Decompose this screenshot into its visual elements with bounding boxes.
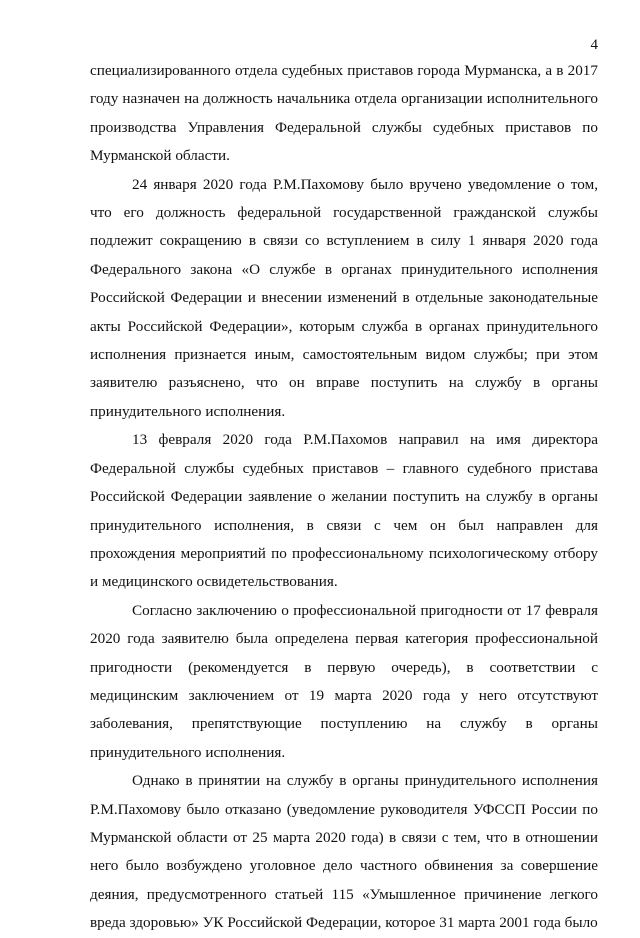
paragraph-notification: 24 января 2020 года Р.М.Пахомову было вручено уведомление о том, что его должность федеральной государственной гражданской службы подлежит сокращению в связи со вступлением в силу 1 января 2020 года Федерального закона «О службе в органах принудительного исполнения Российской Федерации и внесении изменений в отдельные законодательные акты Российской Федерации», которым служба в органах принудительного исполнения признается иным, самостоятельным видом службы; при этом заявителю разъяснено, что он вправе поступить на службу в органы принудительного исполнения. bbox=[90, 175, 598, 420]
paragraph-continuation: специализированного отдела судебных приставов города Мурманска, а в 2017 году назначен на должность начальника отдела организации исполнительного производства Управления Федеральной службы судебных приставов по Мурманской области. bbox=[90, 62, 598, 165]
page-number: 4 bbox=[590, 37, 598, 53]
paragraph-conclusion: Согласно заключению о профессиональной пригодности от 17 февраля 2020 года заявителю была определена первая категория профессиональной пригодности (рекомендуется в первую очередь), в соответствии с медицинским заключением от 19 марта 2020 года у него отсутствуют заболевания, препятствующие поступлению на службу в органы принудительного исполнения. bbox=[90, 601, 598, 761]
paragraph-application: 13 февраля 2020 года Р.М.Пахомов направил на имя директора Федеральной службы судебных приставов – главного судебного пристава Российской Федерации заявление о желании поступить на службу в органы принудительного исполнения, в связи с чем он был направлен для прохождения мероприятий по профессиональному психологическому отбору и медицинского освидетельствования. bbox=[90, 431, 598, 591]
document-body bbox=[90, 57, 598, 938]
paragraph-refusal: Однако в принятии на службу в органы принудительного исполнения Р.М.Пахомову было отказано (уведомление руководителя УФССП России по Мурманской области от 25 марта 2020 года) в связи с тем, что в отношении него было возбуждено уголовное дело частного обвинения за совершение деяния, предусмотренного статьей 115 «Умышленное причинение легкого вреда здоровью» УК Российской Федерации, которое 31 марта 2001 года было bbox=[90, 772, 598, 932]
